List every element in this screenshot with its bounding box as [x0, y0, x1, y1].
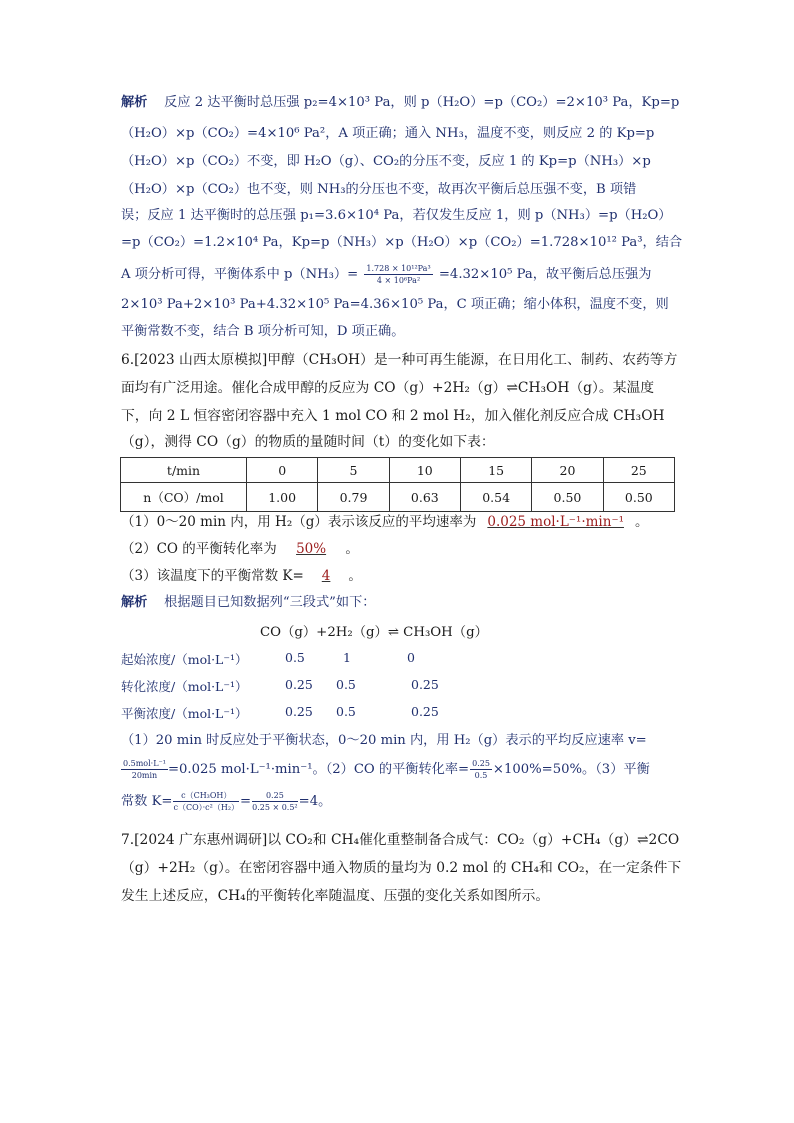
- fraction-conversion: [470, 758, 492, 781]
- table-cell: 25: [603, 458, 674, 483]
- three-stage-row-change-v2: 0.5: [336, 677, 356, 692]
- analysis-line-1: [121, 93, 679, 113]
- analysis2-line-b-tail: ×100%=50%。（3）平衡: [492, 762, 650, 777]
- co-time-table: [120, 457, 675, 512]
- analysis2-line-c-text: 常数 K=: [121, 794, 173, 809]
- fraction-den: 20min: [131, 771, 158, 780]
- analysis2-line-b-text: =0.025 mol·L⁻¹·min⁻¹。（2）CO 的平衡转化率=: [167, 762, 470, 777]
- table-row: [121, 458, 675, 483]
- table-cell: 0.63: [389, 483, 460, 512]
- table-cell: 5: [318, 458, 389, 483]
- fraction-den: 4 × 10⁶Pa²: [376, 276, 421, 285]
- table-cell: 0.54: [460, 483, 531, 512]
- q6-sub2-end: 。: [345, 541, 359, 557]
- three-stage-row-start-v3: 0: [407, 650, 415, 665]
- table-cell: 15: [460, 458, 531, 483]
- three-stage-row-change-label: 转化浓度/（mol·L⁻¹）: [121, 679, 248, 694]
- analysis-line-7-tail: =4.32×10⁵ Pa，故平衡后总压强为: [438, 267, 652, 282]
- three-stage-row-eq-v3: 0.25: [411, 704, 439, 719]
- table-head-nco: n（CO）/mol: [121, 483, 247, 512]
- analysis-label: 解析: [121, 595, 148, 610]
- three-stage-row-start-label: 起始浓度/（mol·L⁻¹）: [121, 652, 248, 667]
- fraction-rate: [121, 758, 168, 781]
- q6-line-4: （g），测得 CO（g）的物质的量随时间（t）的变化如下表：: [121, 434, 495, 450]
- q6-line-3: 下，向 2 L 恒容密闭容器中充入 1 mol CO 和 2 mol H₂，加入催化剂反应合成 CH₃OH: [121, 408, 665, 424]
- analysis2-line-a: （1）20 min 时反应处于平衡状态，0～20 min 内，用 H₂（g）表示的平均反应速率 v=: [121, 733, 647, 748]
- q6-sub3-end: 。: [348, 568, 362, 584]
- q6-sub2: [121, 539, 359, 559]
- q7-line-2: （g）+2H₂（g）。在密闭容器中通入物质的量均为 0.2 mol 的 CH₄和 CO₂，在一定条件下: [121, 860, 682, 876]
- fraction-num: c（CH₃OH）: [173, 790, 239, 802]
- fraction-num: 0.25: [252, 790, 298, 802]
- table-cell: 0.50: [532, 483, 603, 512]
- table-cell: 10: [389, 458, 460, 483]
- three-stage-row-start-v1: 0.5: [285, 650, 305, 665]
- q6-sub2-text: （2）CO 的平衡转化率为: [121, 541, 277, 557]
- analysis-line-9: 平衡常数不变，结合 B 项分析可知，D 项正确。: [121, 324, 405, 339]
- analysis-line-7-text: A 项分析可得，平衡体系中 p（NH₃）=: [121, 267, 359, 282]
- table-cell: 0.79: [318, 483, 389, 512]
- three-stage-row-start-v2: 1: [343, 650, 351, 665]
- fraction-num: 0.25: [472, 759, 490, 768]
- q6-line-2: 面均有广泛用途。催化合成甲醇的反应为 CO（g）+2H₂（g）⇌CH₃OH（g）。某温度: [121, 380, 655, 396]
- fraction-k-value: [252, 790, 298, 813]
- q6-sub3-answer: 4: [321, 568, 331, 584]
- q6-sub3-text: （3）该温度下的平衡常数 K=: [121, 568, 304, 584]
- q7-line-1: 7.[2024 广东惠州调研]以 CO₂和 CH₄催化重整制备合成气：CO₂（g）+CH₄（g）⇌2CO: [121, 832, 680, 848]
- three-stage-row-eq-v1: 0.25: [285, 704, 313, 719]
- analysis-line-5: 误；反应 1 达平衡时的总压强 p₁=3.6×10⁴ Pa，若仅发生反应 1，则 p（NH₃）=p（H₂O）: [121, 208, 672, 223]
- analysis2-intro-line: [121, 593, 375, 613]
- q7-line-3: 发生上述反应，CH₄的平衡转化率随温度、压强的变化关系如图所示。: [121, 888, 550, 904]
- analysis-line-3: （H₂O）×p（CO₂）不变，即 H₂O（g）、CO₂的分压不变，反应 1 的 Kp=p（NH₃）×p: [121, 154, 651, 169]
- analysis-text: 反应 2 达平衡时总压强 p₂=4×10³ Pa，则 p（H₂O）=p（CO₂）=2×10³ Pa，Kp=p: [164, 95, 680, 110]
- fraction-den: 0.5: [474, 771, 488, 780]
- three-stage-row-change-v3: 0.25: [411, 677, 439, 692]
- table-cell: 1.00: [247, 483, 318, 512]
- q6-line-1: 6.[2023 山西太原模拟]甲醇（CH₃OH）是一种可再生能源，在日用化工、制药、农药等方: [121, 352, 678, 368]
- fraction-k-expression: [173, 790, 239, 813]
- analysis-label: 解析: [121, 95, 148, 110]
- three-stage-row-eq-label: 平衡浓度/（mol·L⁻¹）: [121, 706, 248, 721]
- table-cell: 0.50: [603, 483, 674, 512]
- q6-sub1-end: 。: [634, 514, 649, 530]
- analysis-line-6: =p（CO₂）=1.2×10⁴ Pa，Kp=p（NH₃）×p（H₂O）×p（CO₂）=1.728×10¹² Pa³，结合: [121, 235, 683, 250]
- q6-sub2-answer: 50%: [296, 541, 327, 557]
- table-row: [121, 483, 675, 512]
- table-cell: 0: [247, 458, 318, 483]
- q6-sub1-answer: 0.025 mol·L⁻¹·min⁻¹: [487, 514, 624, 530]
- fraction-pnh3: [364, 263, 432, 286]
- analysis2-line-b: [121, 758, 650, 781]
- analysis2-line-c: [121, 790, 331, 813]
- fraction-den: c（CO）·c²（H₂）: [173, 803, 240, 812]
- three-stage-row-eq-v2: 0.5: [336, 704, 356, 719]
- fraction-num: 0.5mol·L⁻¹: [123, 759, 166, 768]
- analysis-line-2: （H₂O）×p（CO₂）=4×10⁶ Pa²，A 项正确；通入 NH₃，温度不变，则反应 2 的 Kp=p: [121, 126, 655, 141]
- analysis-line-8: 2×10³ Pa+2×10³ Pa+4.32×10⁵ Pa=4.36×10⁵ Pa，C 项正确；缩小体积，温度不变，则: [121, 297, 669, 312]
- q6-sub1: [121, 512, 648, 532]
- analysis-line-4: （H₂O）×p（CO₂）也不变，则 NH₃的分压也不变，故再次平衡后总压强不变，B 项错: [121, 182, 637, 197]
- fraction-den: 0.25 × 0.5²: [252, 803, 298, 812]
- analysis-line-7: [121, 263, 651, 286]
- table-head-time: t/min: [121, 458, 247, 483]
- three-stage-equation: CO（g）+2H₂（g）⇌ CH₃OH（g）: [260, 625, 488, 640]
- three-stage-row-change-v1: 0.25: [285, 677, 313, 692]
- q6-sub1-text: （1）0～20 min 内，用 H₂（g）表示该反应的平均速率为: [121, 514, 477, 530]
- analysis2-line-c-eq: =: [240, 794, 252, 809]
- analysis2-intro: 根据题目已知数据列“三段式”如下：: [164, 595, 376, 610]
- q6-sub3: [121, 566, 362, 586]
- analysis2-line-c-tail: =4。: [298, 794, 332, 809]
- table-cell: 20: [532, 458, 603, 483]
- fraction-num: 1.728 × 10¹²Pa³: [366, 264, 431, 273]
